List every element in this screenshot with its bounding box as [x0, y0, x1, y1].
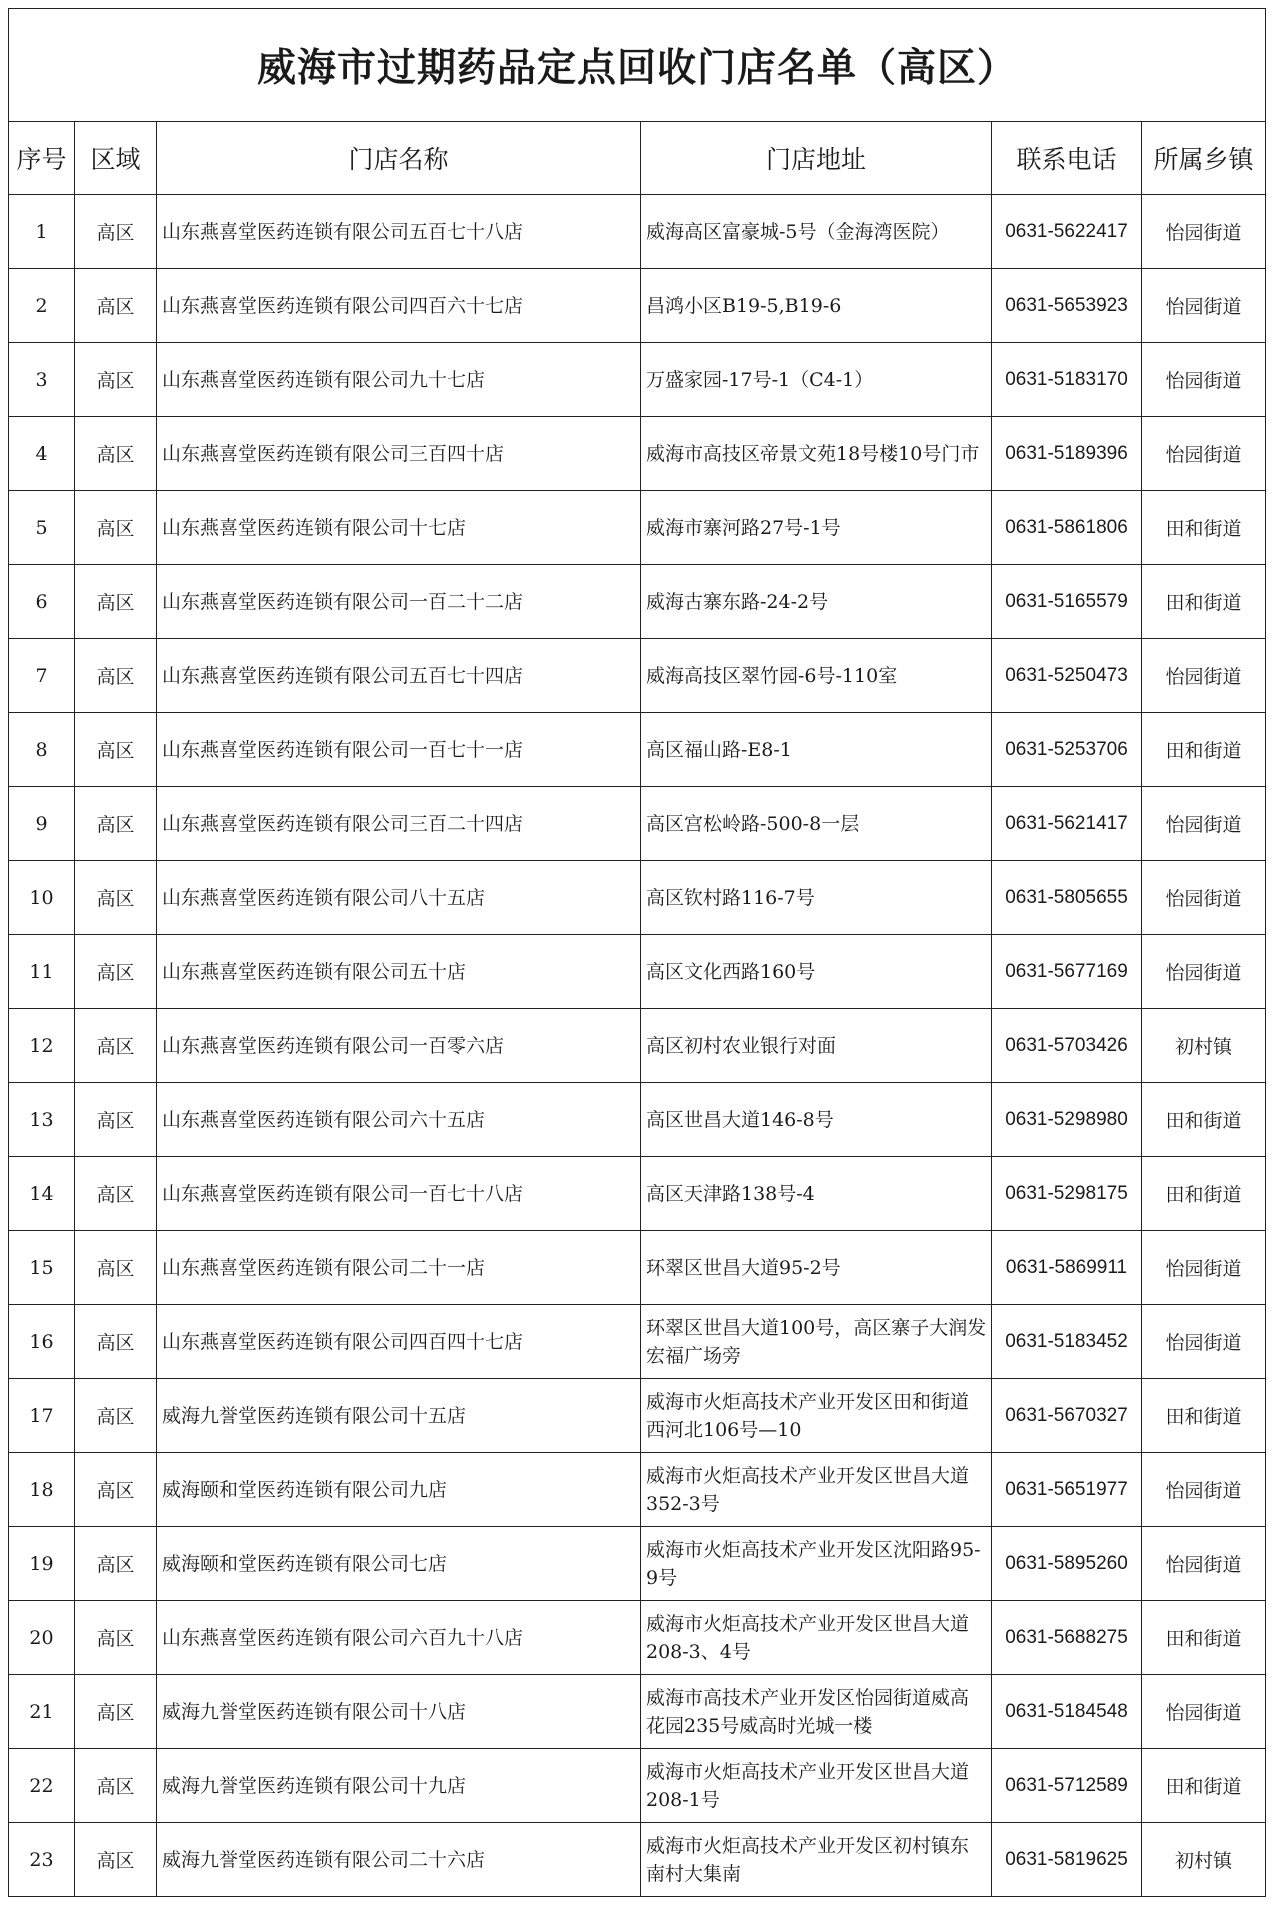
row-store-name: 威海九誉堂医药连锁有限公司二十六店 [157, 1823, 641, 1897]
row-area: 高区 [75, 1601, 157, 1675]
row-area: 高区 [75, 1453, 157, 1527]
row-number: 9 [9, 787, 75, 861]
row-area: 高区 [75, 1379, 157, 1453]
row-area: 高区 [75, 491, 157, 565]
table-row [9, 195, 1266, 269]
row-phone: 0631-5183452 [992, 1305, 1142, 1379]
row-area: 高区 [75, 861, 157, 935]
row-store-name: 山东燕喜堂医药连锁有限公司四百四十七店 [157, 1305, 641, 1379]
row-number: 15 [9, 1231, 75, 1305]
row-town: 田和街道 [1142, 565, 1266, 639]
column-header-phone: 联系电话 [992, 122, 1142, 195]
row-store-address: 高区天津路138号-4 [641, 1157, 992, 1231]
row-store-address: 威海市火炬高技术产业开发区沈阳路95-9号 [641, 1527, 992, 1601]
row-number: 14 [9, 1157, 75, 1231]
row-store-address: 威海古寨东路-24-2号 [641, 565, 992, 639]
row-store-address: 环翠区世昌大道100号，高区寨子大润发宏福广场旁 [641, 1305, 992, 1379]
row-store-name: 威海九誉堂医药连锁有限公司十八店 [157, 1675, 641, 1749]
row-number: 12 [9, 1009, 75, 1083]
row-store-address: 环翠区世昌大道95-2号 [641, 1231, 992, 1305]
row-number: 11 [9, 935, 75, 1009]
table-row [9, 1453, 1266, 1527]
row-area: 高区 [75, 195, 157, 269]
row-town: 田和街道 [1142, 1749, 1266, 1823]
column-header-store-address: 门店地址 [641, 122, 992, 195]
row-store-name: 威海九誉堂医药连锁有限公司十九店 [157, 1749, 641, 1823]
row-area: 高区 [75, 1009, 157, 1083]
table-row [9, 417, 1266, 491]
row-town: 怡园街道 [1142, 1453, 1266, 1527]
row-phone: 0631-5189396 [992, 417, 1142, 491]
row-area: 高区 [75, 565, 157, 639]
row-town: 怡园街道 [1142, 861, 1266, 935]
row-town: 怡园街道 [1142, 269, 1266, 343]
row-store-address: 威海市火炬高技术产业开发区世昌大道208-1号 [641, 1749, 992, 1823]
row-number: 8 [9, 713, 75, 787]
table-row [9, 1379, 1266, 1453]
row-store-address: 威海市高技术产业开发区怡园街道威高花园235号威高时光城一楼 [641, 1675, 992, 1749]
row-phone: 0631-5250473 [992, 639, 1142, 713]
row-number: 6 [9, 565, 75, 639]
column-header-store-name: 门店名称 [157, 122, 641, 195]
row-number: 16 [9, 1305, 75, 1379]
row-store-name: 山东燕喜堂医药连锁有限公司三百二十四店 [157, 787, 641, 861]
table-header-row [9, 122, 1266, 195]
column-header-number: 序号 [9, 122, 75, 195]
row-store-address: 威海市火炬高技术产业开发区初村镇东南村大集南 [641, 1823, 992, 1897]
row-store-address: 昌鸿小区B19-5,B19-6 [641, 269, 992, 343]
row-area: 高区 [75, 639, 157, 713]
row-number: 22 [9, 1749, 75, 1823]
row-phone: 0631-5677169 [992, 935, 1142, 1009]
row-phone: 0631-5622417 [992, 195, 1142, 269]
row-area: 高区 [75, 713, 157, 787]
row-town: 怡园街道 [1142, 1527, 1266, 1601]
row-number: 1 [9, 195, 75, 269]
row-town: 怡园街道 [1142, 787, 1266, 861]
table-row [9, 1231, 1266, 1305]
row-store-name: 山东燕喜堂医药连锁有限公司三百四十店 [157, 417, 641, 491]
page-title: 威海市过期药品定点回收门店名单（高区） [9, 9, 1266, 122]
table-row [9, 269, 1266, 343]
row-store-address: 高区福山路-E8-1 [641, 713, 992, 787]
table-body [9, 195, 1266, 1897]
row-area: 高区 [75, 1231, 157, 1305]
row-store-address: 威海市火炬高技术产业开发区世昌大道352-3号 [641, 1453, 992, 1527]
table-row [9, 935, 1266, 1009]
row-store-name: 山东燕喜堂医药连锁有限公司五百七十四店 [157, 639, 641, 713]
row-phone: 0631-5688275 [992, 1601, 1142, 1675]
table-row [9, 1305, 1266, 1379]
column-header-area: 区域 [75, 122, 157, 195]
row-area: 高区 [75, 1157, 157, 1231]
row-phone: 0631-5651977 [992, 1453, 1142, 1527]
row-store-name: 山东燕喜堂医药连锁有限公司六百九十八店 [157, 1601, 641, 1675]
row-store-name: 威海九誉堂医药连锁有限公司十五店 [157, 1379, 641, 1453]
row-town: 田和街道 [1142, 1083, 1266, 1157]
row-phone: 0631-5869911 [992, 1231, 1142, 1305]
row-phone: 0631-5298175 [992, 1157, 1142, 1231]
row-number: 10 [9, 861, 75, 935]
row-store-name: 山东燕喜堂医药连锁有限公司一百二十二店 [157, 565, 641, 639]
row-store-address: 威海市火炬高技术产业开发区世昌大道208-3、4号 [641, 1601, 992, 1675]
row-number: 17 [9, 1379, 75, 1453]
document-sheet [8, 8, 1265, 1897]
row-town: 怡园街道 [1142, 195, 1266, 269]
row-store-address: 高区世昌大道146-8号 [641, 1083, 992, 1157]
row-area: 高区 [75, 1083, 157, 1157]
row-number: 23 [9, 1823, 75, 1897]
row-phone: 0631-5819625 [992, 1823, 1142, 1897]
row-phone: 0631-5253706 [992, 713, 1142, 787]
row-phone: 0631-5670327 [992, 1379, 1142, 1453]
row-area: 高区 [75, 1527, 157, 1601]
row-phone: 0631-5712589 [992, 1749, 1142, 1823]
row-area: 高区 [75, 787, 157, 861]
row-store-name: 山东燕喜堂医药连锁有限公司九十七店 [157, 343, 641, 417]
table-row [9, 1527, 1266, 1601]
row-town: 田和街道 [1142, 1379, 1266, 1453]
row-number: 2 [9, 269, 75, 343]
row-town: 怡园街道 [1142, 1231, 1266, 1305]
row-number: 21 [9, 1675, 75, 1749]
row-phone: 0631-5805655 [992, 861, 1142, 935]
row-area: 高区 [75, 269, 157, 343]
row-store-name: 山东燕喜堂医药连锁有限公司五十店 [157, 935, 641, 1009]
row-town: 初村镇 [1142, 1823, 1266, 1897]
row-store-address: 高区钦村路116-7号 [641, 861, 992, 935]
row-store-name: 山东燕喜堂医药连锁有限公司一百零六店 [157, 1009, 641, 1083]
row-phone: 0631-5621417 [992, 787, 1142, 861]
row-store-address: 威海高技区翠竹园-6号-110室 [641, 639, 992, 713]
row-area: 高区 [75, 1749, 157, 1823]
table-row [9, 491, 1266, 565]
row-town: 田和街道 [1142, 1157, 1266, 1231]
row-store-address: 威海高区富豪城-5号（金海湾医院） [641, 195, 992, 269]
row-town: 怡园街道 [1142, 639, 1266, 713]
row-number: 3 [9, 343, 75, 417]
row-phone: 0631-5183170 [992, 343, 1142, 417]
table-row [9, 1675, 1266, 1749]
row-town: 怡园街道 [1142, 1675, 1266, 1749]
row-number: 20 [9, 1601, 75, 1675]
table-row [9, 1823, 1266, 1897]
row-town: 怡园街道 [1142, 935, 1266, 1009]
row-phone: 0631-5298980 [992, 1083, 1142, 1157]
table-row [9, 1083, 1266, 1157]
table-row [9, 1601, 1266, 1675]
row-store-address: 威海市寨河路27号-1号 [641, 491, 992, 565]
row-town: 怡园街道 [1142, 417, 1266, 491]
table-row [9, 861, 1266, 935]
row-town: 田和街道 [1142, 491, 1266, 565]
row-phone: 0631-5895260 [992, 1527, 1142, 1601]
row-store-name: 山东燕喜堂医药连锁有限公司一百七十一店 [157, 713, 641, 787]
table-row [9, 1009, 1266, 1083]
row-area: 高区 [75, 343, 157, 417]
table-row [9, 639, 1266, 713]
row-town: 怡园街道 [1142, 343, 1266, 417]
row-store-name: 山东燕喜堂医药连锁有限公司二十一店 [157, 1231, 641, 1305]
table-row [9, 1157, 1266, 1231]
row-town: 田和街道 [1142, 713, 1266, 787]
row-number: 5 [9, 491, 75, 565]
row-store-name: 山东燕喜堂医药连锁有限公司一百七十八店 [157, 1157, 641, 1231]
row-phone: 0631-5861806 [992, 491, 1142, 565]
table-row [9, 1749, 1266, 1823]
row-number: 7 [9, 639, 75, 713]
row-store-name: 山东燕喜堂医药连锁有限公司五百七十八店 [157, 195, 641, 269]
row-phone: 0631-5165579 [992, 565, 1142, 639]
row-store-name: 山东燕喜堂医药连锁有限公司四百六十七店 [157, 269, 641, 343]
row-town: 怡园街道 [1142, 1305, 1266, 1379]
row-number: 18 [9, 1453, 75, 1527]
row-number: 4 [9, 417, 75, 491]
row-number: 19 [9, 1527, 75, 1601]
row-town: 初村镇 [1142, 1009, 1266, 1083]
row-store-name: 威海颐和堂医药连锁有限公司九店 [157, 1453, 641, 1527]
table-row [9, 713, 1266, 787]
row-area: 高区 [75, 935, 157, 1009]
row-store-address: 高区文化西路160号 [641, 935, 992, 1009]
row-phone: 0631-5653923 [992, 269, 1142, 343]
row-store-address: 威海市火炬高技术产业开发区田和街道西河北106号—10 [641, 1379, 992, 1453]
row-phone: 0631-5184548 [992, 1675, 1142, 1749]
row-store-name: 山东燕喜堂医药连锁有限公司十七店 [157, 491, 641, 565]
row-store-name: 山东燕喜堂医药连锁有限公司八十五店 [157, 861, 641, 935]
store-list-table [8, 8, 1266, 1897]
row-store-address: 威海市高技区帝景文苑18号楼10号门市 [641, 417, 992, 491]
table-row [9, 565, 1266, 639]
column-header-town: 所属乡镇 [1142, 122, 1266, 195]
table-row [9, 343, 1266, 417]
row-store-name: 威海颐和堂医药连锁有限公司七店 [157, 1527, 641, 1601]
row-area: 高区 [75, 1305, 157, 1379]
row-town: 田和街道 [1142, 1601, 1266, 1675]
table-row [9, 787, 1266, 861]
row-store-name: 山东燕喜堂医药连锁有限公司六十五店 [157, 1083, 641, 1157]
row-store-address: 高区宫松岭路-500-8一层 [641, 787, 992, 861]
row-area: 高区 [75, 1675, 157, 1749]
row-number: 13 [9, 1083, 75, 1157]
row-phone: 0631-5703426 [992, 1009, 1142, 1083]
row-store-address: 万盛家园-17号-1（C4-1） [641, 343, 992, 417]
row-area: 高区 [75, 1823, 157, 1897]
row-store-address: 高区初村农业银行对面 [641, 1009, 992, 1083]
row-area: 高区 [75, 417, 157, 491]
